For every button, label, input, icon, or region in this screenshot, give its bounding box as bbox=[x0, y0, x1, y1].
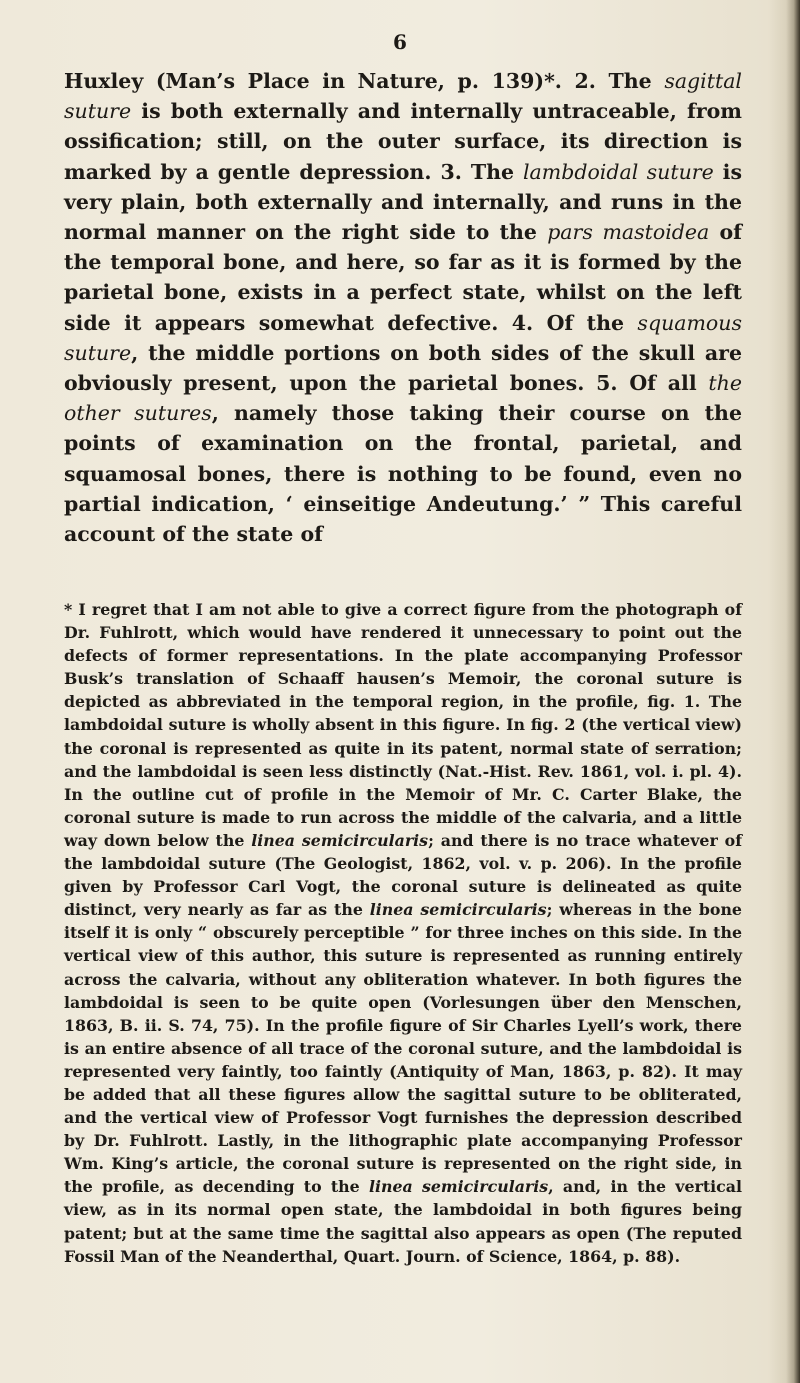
italic-term: linea semicircularis bbox=[369, 900, 547, 920]
footnote-text-run: , and, in the vertical view, as in its normal open state, the lambdoidal in both figures being patent; but at the same time the sagittal also appears as open (The reputed Fossil Man of the Neanderthal, Quart. Journ. of Science, 1864, p. 88). bbox=[64, 1177, 742, 1266]
body-text-run: Huxley (Man’s Place in Nature, p. 139)*. 2. The bbox=[64, 69, 665, 93]
body-text-run: , the middle portions on both sides of the skull are obviously present, upon the parietal bones. 5. Of all bbox=[64, 340, 742, 396]
body-text-run: , namely those taking their course on the points of examination on the frontal, parietal, and squamosal bones, there is nothing to be found, even no partial indication, ‘ einseitige Andeutung.’ ” This careful account of the state of bbox=[64, 401, 742, 547]
footnote bbox=[64, 598, 742, 1268]
body-paragraph bbox=[64, 66, 742, 549]
footnote-text-run: ; and there is no trace whatever of the lambdoidal suture (The Geologist, 1862, vol. v. p. 206). In the profile given by Professor Carl Vogt, the coronal suture is delineated as quite distinct, very nearly as far as the bbox=[64, 830, 742, 920]
italic-term: squamous suture bbox=[64, 310, 742, 365]
italic-term: lambdoidal suture bbox=[523, 159, 714, 184]
italic-term: pars mastoidea bbox=[547, 220, 710, 245]
body-text-run: is both externally and internally untraceable, from ossification; still, on the outer surface, its direction is marked by a gentle depression. 3. The bbox=[64, 99, 742, 184]
body-text-run: is very plain, both externally and internally, and runs in the normal manner on the right side to the bbox=[64, 159, 743, 245]
italic-term: the other sutures bbox=[64, 371, 742, 426]
body-text-run: of the temporal bone, and here, so far as it is formed by the parietal bone, exists in a perfect state, whilst on the left side it appears somewhat defective. 4. Of the bbox=[64, 220, 742, 335]
italic-term: linea semicircularis bbox=[368, 1177, 549, 1197]
italic-term: linea semicircularis bbox=[251, 830, 429, 850]
footnote-text-run: ; whereas in the bone itself it is only “ obscurely perceptible ” for three inches on this side. In the vertical view of this author, this suture is represented as running entirely across the calvaria, without any obliteration whatever. In both figures the lambdoidal is seen to be quite open (Vorlesungen über den Menschen, 1863, B. ii. S. 74, 75). In the profile figure of Sir Charles Lyell’s work, there is an entire absence of all trace of the coronal suture, and the lambdoidal is represented very faintly, too faintly (Antiquity of Man, 1863, p. 82). It may be added that all these figures allow the sagittal suture to be obliterated, and the vertical view of Professor Vogt furnishes the depression described by Dr. Fuhlrott. Lastly, in the lithographic plate accompanying Professor Wm. King’s article, the coronal suture is represented on the right side, in the profile, as decending to the bbox=[64, 900, 742, 1197]
italic-term: sagittal suture bbox=[64, 69, 742, 124]
page-edge-shadow bbox=[786, 0, 800, 1383]
page-number: 6 bbox=[393, 30, 407, 54]
footnote-text-run: * I regret that I am not able to give a correct figure from the photograph of Dr. Fuhlrott, which would have rendered it unnecessary to point out the defects of former representations. In the plate accompanying Professor Busk’s translation of Schaaff hausen’s Memoir, the coronal suture is depicted as abbreviated in the temporal region, in the profile, fig. 1. The lambdoidal suture is wholly absent in this figure. In fig. 2 (the vertical view) the coronal is represented as quite in its patent, normal state of serration; and the lambdoidal is seen less distinctly (Nat.-Hist. Rev. 1861, vol. i. pl. 4). In the outline cut of profile in the Memoir of Mr. C. Carter Blake, the coronal suture is made to run across the middle of the calvaria, and a little way down below the bbox=[64, 600, 742, 850]
